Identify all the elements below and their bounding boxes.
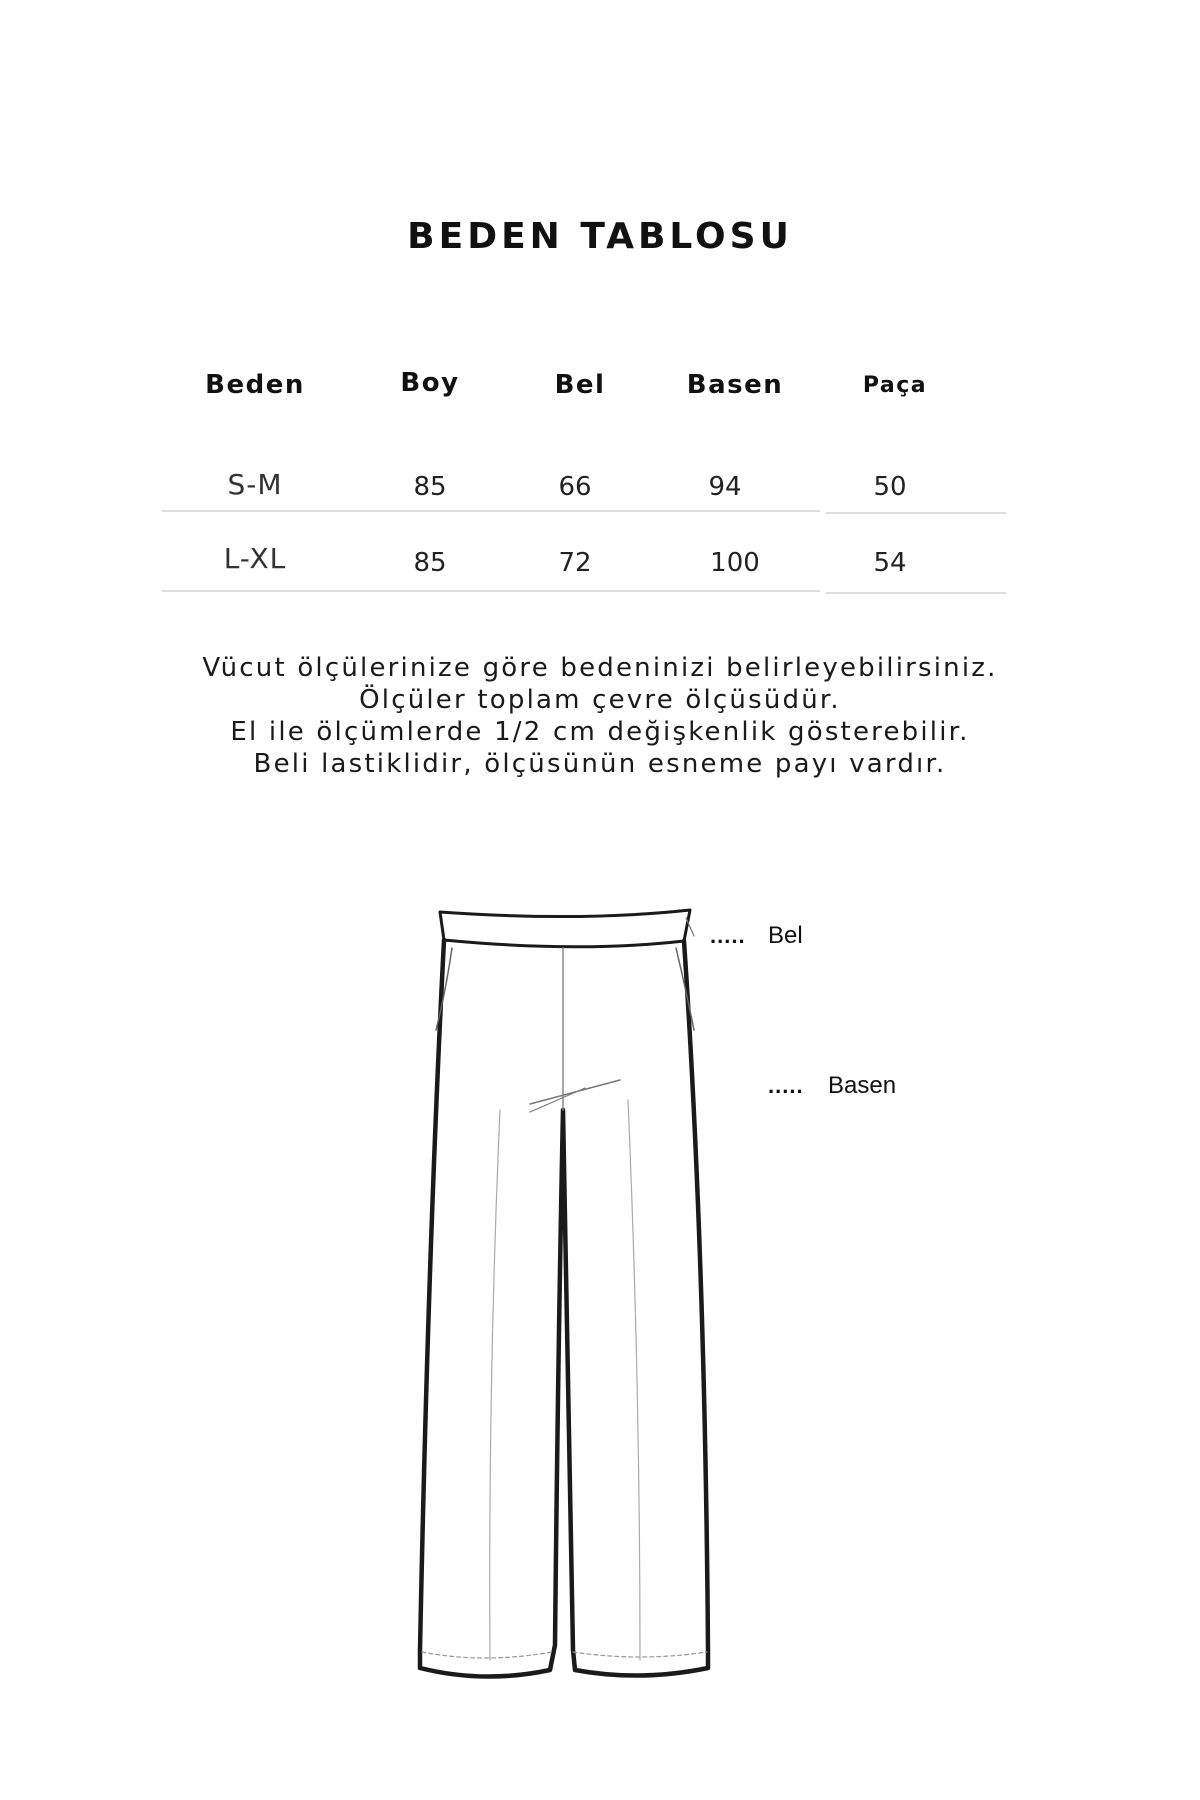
header-basen: Basen	[686, 370, 784, 400]
trousers-outline	[420, 940, 708, 1677]
bel-value: 72	[558, 548, 592, 578]
note-line: Vücut ölçülerinize göre bedeninizi belirleyebilirsiniz.	[202, 653, 998, 683]
paca-value: 54	[873, 548, 907, 578]
callout-basen	[768, 1072, 896, 1100]
size-label: S-M	[227, 468, 283, 501]
header-bel: Bel	[554, 370, 606, 400]
header-boy: Boy	[400, 368, 460, 398]
note-line: Ölçüler toplam çevre ölçüsüdür.	[359, 685, 841, 715]
boy-value: 85	[413, 472, 447, 502]
crease-left	[490, 1110, 500, 1660]
waistband	[440, 910, 690, 947]
paca-value: 50	[873, 472, 907, 502]
size-label: L-XL	[223, 542, 287, 575]
callout-bel	[710, 922, 803, 950]
bel-value: 66	[558, 472, 592, 502]
callout-label: Bel	[768, 922, 803, 949]
header-beden: Beden	[205, 370, 305, 400]
note-line: Beli lastiklidir, ölçüsünün esneme payı vardır.	[253, 749, 947, 779]
basen-value: 100	[710, 548, 760, 578]
crease-right	[628, 1100, 640, 1660]
hip-measure-line	[530, 1088, 585, 1112]
boy-value: 85	[413, 548, 447, 578]
callout-label: Basen	[828, 1072, 897, 1099]
header-paca: Paça	[862, 373, 928, 398]
note-line: El ile ölçümlerde 1/2 cm değişkenlik gösterebilir.	[230, 717, 970, 747]
leader-dots: .....	[768, 1073, 804, 1098]
basen-value: 94	[708, 472, 742, 502]
leader-dots: .....	[710, 923, 746, 948]
page-title: BEDEN TABLOSU	[407, 216, 793, 257]
hem-stitch-left	[422, 1652, 552, 1658]
